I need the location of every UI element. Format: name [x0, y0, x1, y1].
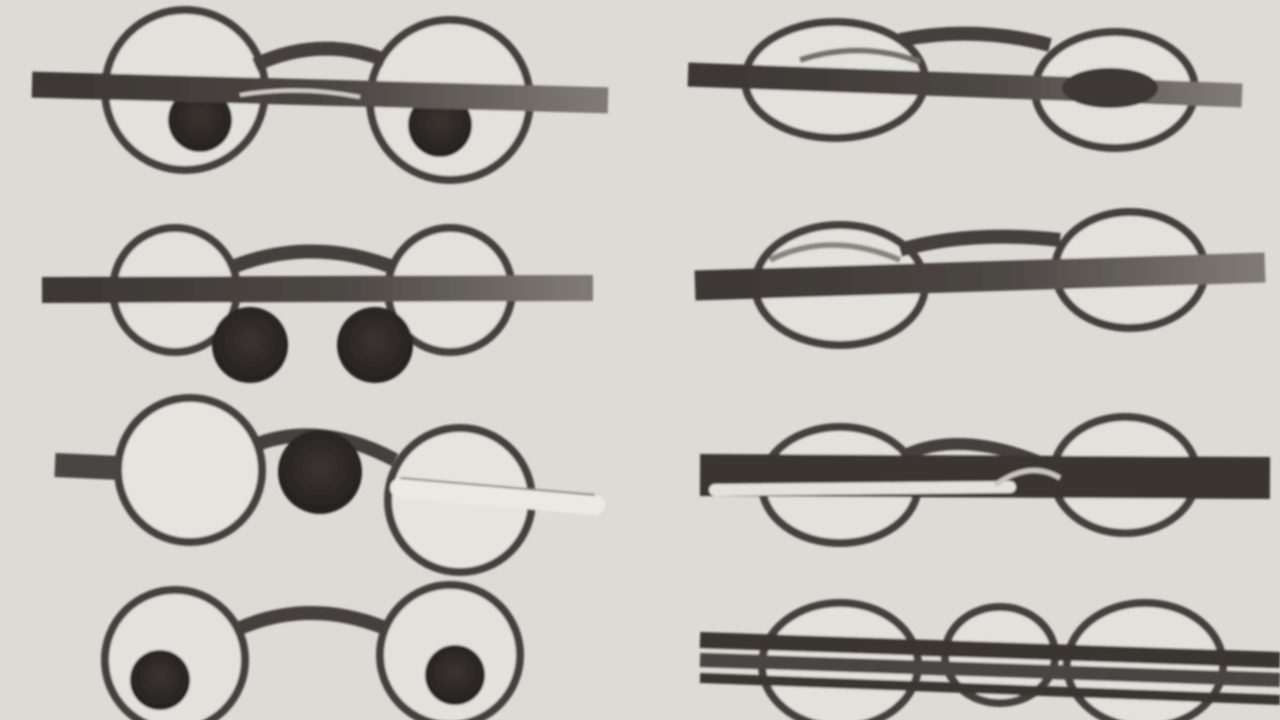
- temple-arm: [710, 268, 1250, 285]
- left-lens: [118, 398, 262, 542]
- temple-arm: [55, 288, 580, 290]
- folded-body: [700, 475, 1270, 478]
- hinge: [55, 465, 120, 468]
- spectacles-8: [700, 603, 1280, 720]
- tint-disc: [278, 430, 362, 514]
- tint-disc: [337, 307, 413, 383]
- tint-disc: [212, 307, 288, 383]
- folded-tip: [1062, 68, 1158, 108]
- temple-arm-light: [715, 487, 1010, 490]
